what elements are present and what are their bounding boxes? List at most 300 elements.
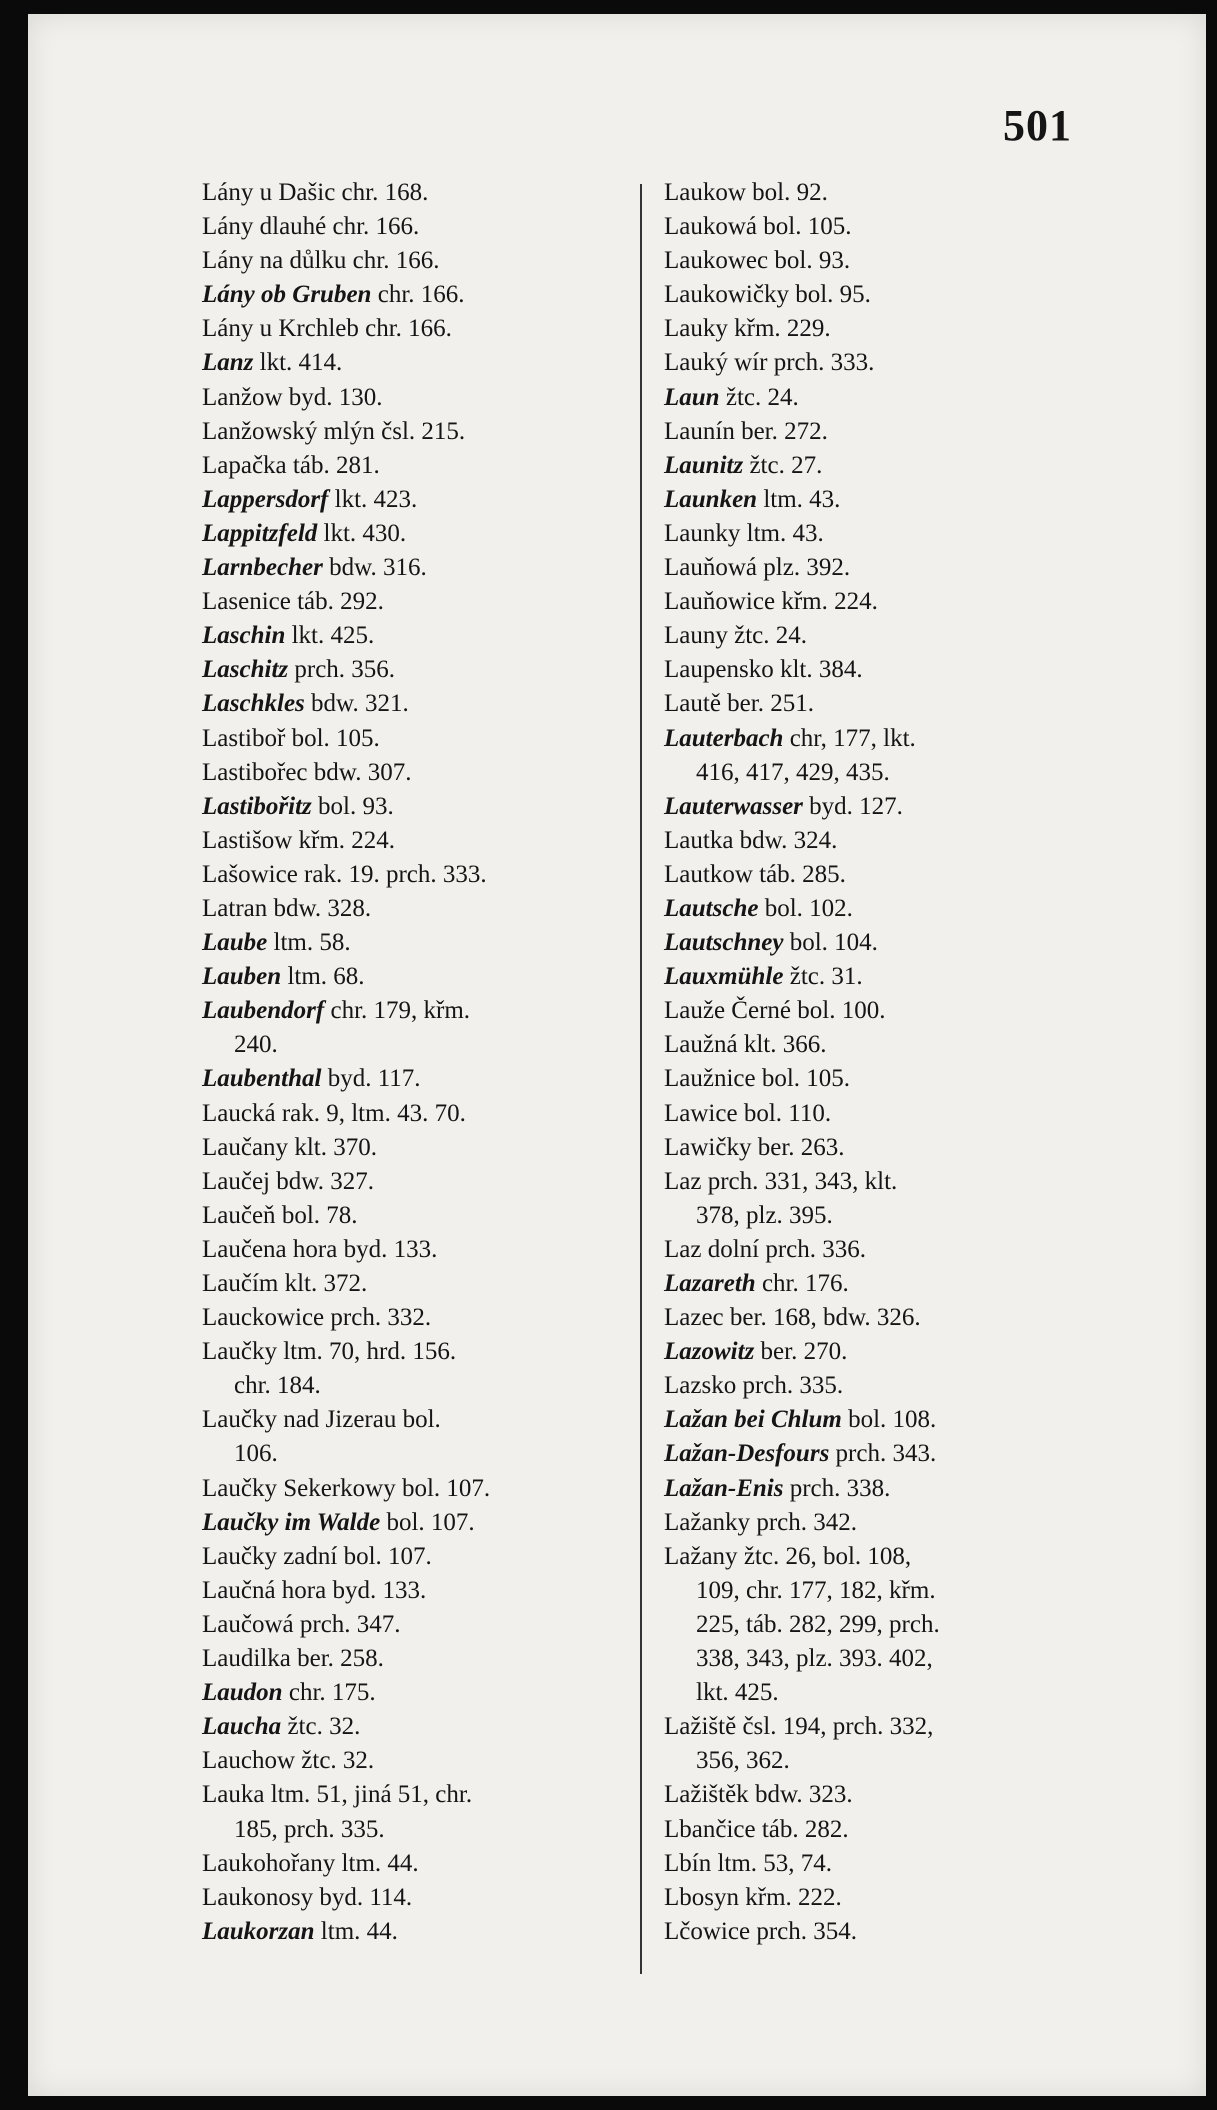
index-entry	[664, 892, 1082, 926]
index-entry	[202, 1744, 626, 1778]
page-references: ber. 272.	[734, 417, 828, 445]
place-name: Lapačka	[202, 451, 287, 479]
page-references: bdw. 324.	[733, 826, 838, 854]
index-entry	[202, 244, 626, 278]
place-name: Lazec	[664, 1304, 724, 1332]
index-entry	[202, 1472, 626, 1506]
page-references: 106.	[234, 1440, 278, 1468]
index-entry	[202, 1642, 626, 1676]
page-references: prch. 336.	[759, 1235, 867, 1263]
index-entry	[202, 790, 626, 824]
index-entry	[202, 619, 626, 653]
index-entry	[664, 1710, 1082, 1744]
place-name: Lanžow	[202, 383, 283, 411]
place-name: Lautschney	[664, 929, 784, 957]
page-references: prch. 338.	[783, 1474, 891, 1502]
place-name: Laun	[664, 383, 720, 411]
place-name: Lautka	[664, 826, 734, 854]
place-name: Laudon	[202, 1679, 283, 1707]
index-entry	[664, 176, 1082, 210]
page-references: ltm. 43.	[740, 519, 824, 547]
page-references: žtc. 26, bol. 108,	[737, 1542, 912, 1570]
place-name: Laukorzan	[202, 1917, 315, 1945]
page-references: ber. 168, bdw. 326.	[723, 1304, 921, 1332]
place-name: Laz	[664, 1167, 702, 1195]
place-name: Lanžowský mlýn	[202, 417, 375, 445]
page-references: klt. 384.	[773, 656, 863, 684]
page-references: chr. 168.	[335, 179, 429, 206]
page-references: 240.	[234, 1031, 278, 1059]
page-references: ltm. 68.	[281, 963, 365, 991]
place-name: Lautkow	[664, 860, 753, 888]
place-name: Lauchow	[202, 1747, 296, 1775]
index-entry	[202, 687, 626, 721]
place-name: Lautě	[664, 690, 721, 718]
index-entry	[202, 551, 626, 585]
page-references: křm. 229.	[727, 315, 831, 343]
page-references: žtc. 27.	[743, 451, 823, 479]
index-entry-continuation	[664, 1744, 1082, 1778]
page-references: bdw. 328.	[267, 894, 372, 922]
index-entry	[664, 926, 1082, 960]
place-name: Lauký wír	[664, 349, 768, 377]
index-entry	[202, 278, 626, 312]
page-references: bol. 102.	[758, 894, 853, 922]
index-entry	[202, 1131, 626, 1165]
index-entry	[664, 346, 1082, 380]
place-name: Launy	[664, 622, 728, 650]
place-name: Laz dolní	[664, 1235, 760, 1263]
place-name: Laužnice	[664, 1065, 756, 1093]
place-name: Laučky im Walde	[202, 1508, 381, 1536]
page-references: byd. 133.	[337, 1235, 438, 1263]
index-entry-continuation	[664, 1574, 1082, 1608]
index-entry	[664, 1403, 1082, 1437]
page-references: chr. 166.	[371, 281, 465, 309]
index-entry	[202, 1097, 626, 1131]
place-name: Lauňowá	[664, 554, 758, 582]
index-entry	[202, 1710, 626, 1744]
index-entry	[664, 1028, 1082, 1062]
index-entry	[202, 585, 626, 619]
index-entry	[202, 346, 626, 380]
index-entry	[664, 415, 1082, 449]
index-entry	[202, 1778, 626, 1812]
index-entry	[664, 244, 1082, 278]
index-entry	[202, 926, 626, 960]
page-references: chr. 184.	[234, 1372, 321, 1400]
index-entry	[664, 1506, 1082, 1540]
index-entry	[202, 960, 626, 994]
place-name: Lažan-Enis	[664, 1474, 784, 1502]
index-entry	[664, 722, 1082, 756]
page-references: chr. 166.	[358, 315, 452, 343]
page-references: byd. 114.	[313, 1883, 413, 1911]
index-entry	[664, 653, 1082, 687]
place-name: Lastibořitz	[202, 792, 312, 820]
index-entry	[202, 722, 626, 756]
place-name: Laukow	[664, 179, 746, 206]
page-references: bdw. 321.	[304, 690, 409, 718]
page-references: bol. 105.	[757, 213, 852, 241]
place-name: Lappitzfeld	[202, 519, 318, 547]
place-name: Lažan bei Chlum	[664, 1406, 842, 1434]
page-references: lkt. 423.	[328, 485, 418, 513]
page-references: čsl. 215.	[374, 417, 466, 445]
place-name: Lauka	[202, 1781, 265, 1809]
page-references: ber. 251.	[720, 690, 814, 718]
place-name: Laučky nad Jizerau	[202, 1406, 397, 1434]
index-entry-continuation	[202, 1028, 626, 1062]
index-entry	[202, 1676, 626, 1710]
index-entry	[202, 994, 626, 1028]
place-name: Lašowice	[202, 860, 298, 888]
page-references: bdw. 307.	[307, 758, 412, 786]
place-name: Lažan-Desfours	[664, 1440, 830, 1468]
page-references: bol. 78.	[275, 1201, 358, 1229]
place-name: Laučej	[202, 1167, 271, 1195]
index-entry	[664, 1813, 1082, 1847]
index-entry	[664, 1847, 1082, 1881]
page-references: žtc. 32.	[281, 1713, 361, 1741]
place-name: Laučowá	[202, 1610, 294, 1638]
page-references: chr. 166.	[326, 213, 420, 241]
page-references: 416, 417, 429, 435.	[696, 758, 890, 786]
index-entry	[202, 1267, 626, 1301]
page-references: byd. 127.	[802, 792, 903, 820]
place-name: Lauky	[664, 315, 728, 343]
place-name: Lány dlauhé	[202, 213, 327, 241]
place-name: Laučena hora	[202, 1235, 338, 1263]
place-name: Lány ob Gruben	[202, 281, 372, 309]
place-name: Laučná hora	[202, 1576, 327, 1604]
place-name: Lažiště	[664, 1713, 737, 1741]
index-entry	[664, 210, 1082, 244]
page-references: bol. 107.	[337, 1542, 432, 1570]
page-references: žtc. 24.	[719, 383, 799, 411]
place-name: Lastiboř	[202, 724, 286, 752]
page-references: bdw. 327.	[270, 1167, 374, 1195]
index-entry	[664, 1778, 1082, 1812]
place-name: Laupensko	[664, 656, 774, 684]
place-name: Lbančice	[664, 1815, 756, 1843]
place-name: Launky	[664, 519, 741, 547]
place-name: Lanz	[202, 349, 254, 377]
index-entry	[202, 1062, 626, 1096]
index-entry	[664, 1062, 1082, 1096]
place-name: Laschkles	[202, 690, 305, 718]
place-name: Lastišow	[202, 826, 293, 854]
index-entry	[664, 1165, 1082, 1199]
index-entry-continuation	[664, 1608, 1082, 1642]
index-entry	[202, 483, 626, 517]
index-entry	[664, 585, 1082, 619]
page-references: byd. 133.	[326, 1576, 427, 1604]
place-name: Laučky Sekerkowy	[202, 1474, 396, 1502]
index-entry-continuation	[664, 1642, 1082, 1676]
place-name: Lbosyn	[664, 1883, 739, 1911]
page-references: 356, 362.	[696, 1747, 790, 1775]
index-entry	[664, 858, 1082, 892]
index-entry-continuation	[202, 1369, 626, 1403]
index-entry	[664, 1233, 1082, 1267]
place-name: Laukowec	[664, 247, 769, 275]
page-references: bol. 104.	[783, 929, 878, 957]
page-references: ltm. 53, 74.	[711, 1849, 833, 1877]
page-references: lkt. 430.	[317, 519, 407, 547]
page-references: žtc. 31.	[783, 963, 863, 991]
place-name: Laučeň	[202, 1201, 276, 1229]
place-name: Laučany	[202, 1133, 289, 1161]
place-name: Latran	[202, 894, 268, 922]
place-name: Larnbecher	[202, 554, 323, 582]
place-name: Launitz	[664, 451, 744, 479]
place-name: Launín	[664, 417, 735, 445]
index-entry	[664, 687, 1082, 721]
place-name: Laucha	[202, 1713, 282, 1741]
page-references: byd. 117.	[321, 1065, 421, 1093]
index-entry	[202, 415, 626, 449]
index-entry	[202, 449, 626, 483]
page-references: ber. 263.	[751, 1133, 845, 1161]
page-references: křm. 224.	[292, 826, 396, 854]
page-references: chr. 175.	[282, 1679, 376, 1707]
index-entry	[202, 1506, 626, 1540]
index-entry	[664, 960, 1082, 994]
page-references: bol. 110.	[737, 1099, 832, 1127]
place-name: Laubendorf	[202, 997, 325, 1025]
index-entry	[202, 1915, 626, 1949]
index-entry-continuation	[664, 756, 1082, 790]
index-entry	[202, 210, 626, 244]
index-entry	[202, 756, 626, 790]
index-entry	[664, 1335, 1082, 1369]
index-entry	[202, 517, 626, 551]
place-name: Laučky zadní	[202, 1542, 338, 1570]
index-entry	[202, 381, 626, 415]
page-references: bol. 108.	[841, 1406, 937, 1434]
page-references: plz. 392.	[757, 554, 851, 582]
index-entry	[202, 312, 626, 346]
page-references: ltm. 70, hrd. 156.	[276, 1338, 457, 1366]
index-entry-continuation	[202, 1813, 626, 1847]
place-name: Lány u Krchleb	[202, 315, 359, 343]
page-references: 185, prch. 335.	[234, 1815, 385, 1843]
page-references: 338, 343, plz. 393. 402,	[696, 1645, 933, 1673]
page-references: klt. 366.	[737, 1031, 827, 1059]
place-name: Laužná	[664, 1031, 738, 1059]
page-references: ltm. 58.	[267, 929, 351, 957]
place-name: Lažanky	[664, 1508, 751, 1536]
place-name: Laschin	[202, 622, 286, 650]
page-references: klt. 372.	[278, 1270, 368, 1297]
page-references: prch. 332.	[324, 1304, 432, 1332]
place-name: Lazareth	[664, 1270, 756, 1297]
index-entry	[664, 1267, 1082, 1301]
page-references: křm. 224.	[775, 588, 878, 616]
left-column	[202, 176, 626, 1949]
page-references: lkt. 425.	[285, 622, 375, 650]
place-name: Lazsko	[664, 1372, 737, 1400]
index-entry	[664, 1369, 1082, 1403]
page-references: prch. 343.	[829, 1440, 937, 1468]
index-entry	[664, 1437, 1082, 1471]
page-references: klt. 370.	[288, 1133, 377, 1161]
place-name: Laukowá	[664, 213, 758, 241]
right-column	[664, 176, 1082, 1949]
index-entry	[664, 790, 1082, 824]
index-entry	[664, 517, 1082, 551]
index-entry	[202, 1881, 626, 1915]
index-entry	[202, 892, 626, 926]
index-entry	[202, 858, 626, 892]
page-references: prch. 335.	[736, 1372, 844, 1400]
index-entry	[664, 824, 1082, 858]
place-name: Laube	[202, 929, 268, 957]
index-entry	[202, 1233, 626, 1267]
index-entry	[664, 381, 1082, 415]
page-references: žtc. 24.	[727, 622, 808, 650]
page-references: chr. 166.	[346, 247, 440, 275]
place-name: Lauterwasser	[664, 792, 803, 820]
index-entry-continuation	[664, 1676, 1082, 1710]
index-entry	[664, 312, 1082, 346]
page-references: lkt. 414.	[253, 349, 343, 377]
index-entry	[664, 1472, 1082, 1506]
place-name: Lauňowice	[664, 588, 776, 616]
place-name: Laučím	[202, 1270, 279, 1297]
place-name: Lautsche	[664, 894, 759, 922]
page-references: táb. 292.	[290, 588, 384, 616]
page-references: bol. 105.	[755, 1065, 851, 1093]
place-name: Lauckowice	[202, 1304, 325, 1332]
page-references: bdw. 316.	[322, 554, 427, 582]
page-references: chr. 179, křm.	[324, 997, 471, 1025]
index-entry	[202, 176, 626, 210]
page-references: prch. 354.	[750, 1917, 857, 1945]
place-name: Laucká	[202, 1099, 276, 1127]
index-entry	[202, 1335, 626, 1369]
index-entry	[202, 1847, 626, 1881]
index-entry	[202, 1301, 626, 1335]
page-references: chr. 176.	[755, 1270, 849, 1297]
index-entry	[202, 1540, 626, 1574]
place-name: Laubenthal	[202, 1065, 322, 1093]
place-name: Lauben	[202, 963, 282, 991]
index-entry	[202, 824, 626, 858]
index-entry-continuation	[202, 1437, 626, 1471]
index-entry	[202, 1165, 626, 1199]
index-entry	[202, 1403, 626, 1437]
index-entry	[664, 1097, 1082, 1131]
page-references: ltm. 43.	[757, 485, 841, 513]
place-name: Laukowičky	[664, 281, 789, 309]
page-references: prch. 331, 343, klt.	[701, 1167, 898, 1195]
place-name: Laudilka	[202, 1645, 291, 1673]
page-references: bol. 93.	[311, 792, 394, 820]
index-entry	[664, 483, 1082, 517]
page-references: táb. 285.	[752, 860, 846, 888]
page-references: 378, plz. 395.	[696, 1201, 833, 1229]
column-divider	[640, 184, 642, 1974]
page-references: ber. 270.	[754, 1338, 848, 1366]
page-references: 109, chr. 177, 182, křm.	[696, 1576, 936, 1604]
place-name: Lauterbach	[664, 724, 784, 752]
place-name: Lastibořec	[202, 758, 308, 786]
page-references: bol. 107.	[380, 1508, 475, 1536]
page-references: prch. 333.	[767, 349, 875, 377]
index-entry	[664, 1131, 1082, 1165]
page-references: bol. 95.	[788, 281, 871, 309]
place-name: Lawičky	[664, 1133, 752, 1161]
page-references: ber. 258.	[290, 1645, 384, 1673]
place-name: Lčowice	[664, 1917, 751, 1945]
index-entry	[664, 1301, 1082, 1335]
place-name: Launken	[664, 485, 758, 513]
page-references: byd. 130.	[282, 383, 383, 411]
page-references: rak. 19. prch. 333.	[297, 860, 487, 888]
page-references: bol. 93.	[768, 247, 851, 275]
page-number: 501	[1003, 101, 1072, 150]
page-references: ltm. 44.	[335, 1849, 419, 1877]
page-references: bdw. 323.	[748, 1781, 853, 1809]
place-name: Lawice	[664, 1099, 738, 1127]
index-entry	[664, 551, 1082, 585]
place-name: Lány na důlku	[202, 247, 347, 275]
page-references: bol. 100.	[791, 997, 886, 1025]
place-name: Lbín	[664, 1849, 712, 1877]
page-references: bol. 107.	[395, 1474, 491, 1502]
index-entry	[202, 1199, 626, 1233]
place-name: Laukonosy	[202, 1883, 314, 1911]
page-references: bol. 105.	[285, 724, 380, 752]
index-entry	[664, 1540, 1082, 1574]
place-name: Lasenice	[202, 588, 291, 616]
page-references: ltm. 44.	[314, 1917, 398, 1945]
place-name: Lauže Černé	[664, 997, 792, 1025]
place-name: Lappersdorf	[202, 485, 329, 513]
page-references: prch. 347.	[293, 1610, 401, 1638]
place-name: Laukohořany	[202, 1849, 336, 1877]
place-name: Lažištěk	[664, 1781, 749, 1809]
page-references: 225, táb. 282, 299, prch.	[696, 1610, 940, 1638]
page-references: ltm. 51, jiná 51, chr.	[264, 1781, 473, 1809]
page-references: bol. 92.	[745, 179, 828, 206]
index-entry	[664, 994, 1082, 1028]
place-name: Laschitz	[202, 656, 289, 684]
place-name: Laučky	[202, 1338, 277, 1366]
index-entry	[664, 278, 1082, 312]
page-references: lkt. 425.	[696, 1679, 779, 1707]
page-references: táb. 282.	[755, 1815, 849, 1843]
index-entry	[664, 1881, 1082, 1915]
page-references: táb. 281.	[286, 451, 380, 479]
index-entry	[202, 1574, 626, 1608]
page-references: čsl. 194, prch. 332,	[736, 1713, 934, 1741]
index-entry	[664, 619, 1082, 653]
place-name: Lány u Dašic	[202, 179, 336, 206]
index-entry	[664, 449, 1082, 483]
place-name: Lažany	[664, 1542, 738, 1570]
page-references: rak. 9, ltm. 43. 70.	[275, 1099, 466, 1127]
index-entry-continuation	[664, 1199, 1082, 1233]
page-references: křm. 222.	[739, 1883, 842, 1911]
page-references: prch. 342.	[750, 1508, 857, 1536]
index-entry	[664, 1915, 1082, 1949]
page-references: prch. 356.	[288, 656, 396, 684]
place-name: Lazowitz	[664, 1338, 755, 1366]
page-references: bol.	[396, 1406, 441, 1434]
